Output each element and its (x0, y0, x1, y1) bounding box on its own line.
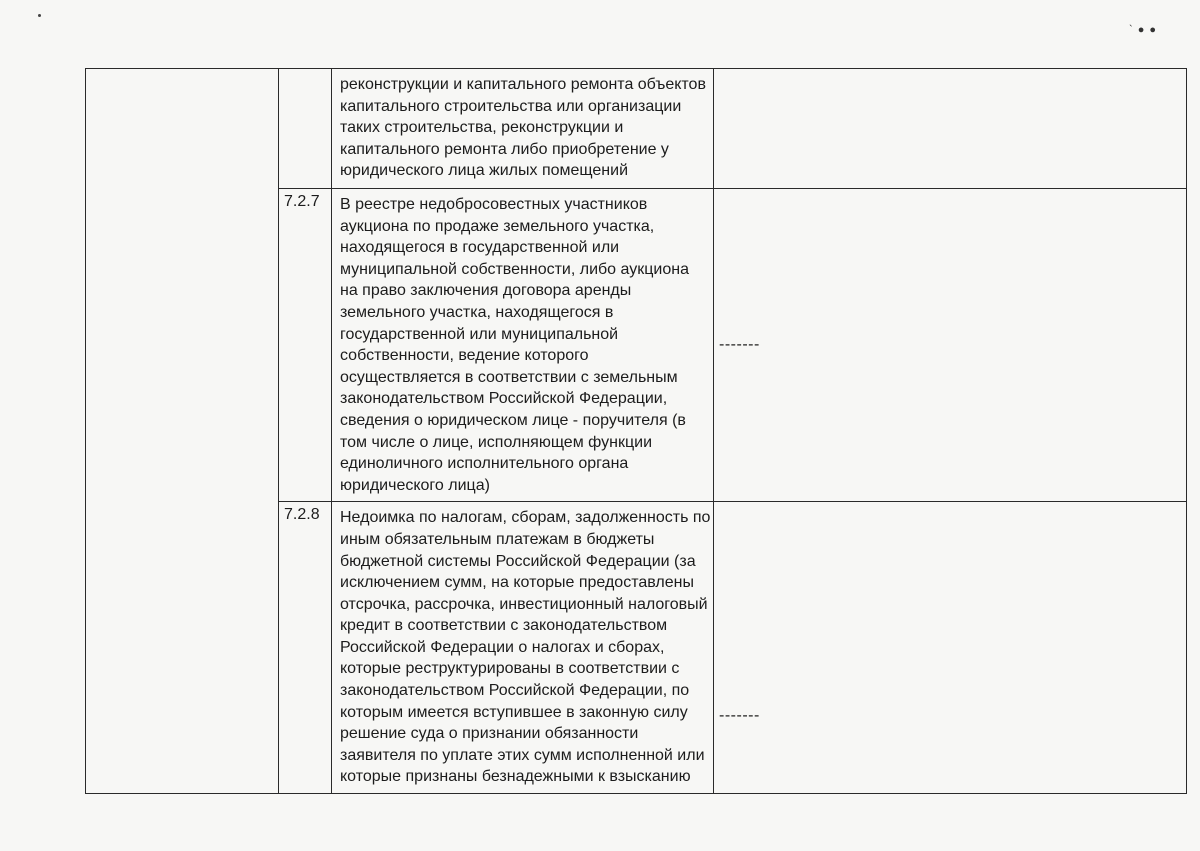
row-answer-cell: ------- (714, 502, 1187, 794)
row-answer-cell: ------- (714, 189, 1187, 502)
row-number-cell: 7.2.8 (279, 502, 332, 794)
row-answer-cell (714, 69, 1187, 189)
row-description-cell: Недоимка по налогам, сборам, задолженность по иным обязательным платежам в бюджеты бюджетной системы Российской Федерации (за исключением сумм, на которые предоставлены отсрочка, рассрочка, инвестиционный налоговый кредит в соответствии с законодательством Российской Федерации о налогах и сборах, которые реструктурированы в соответствии с законодательством Российской Федерации, по которым имеется вступившее в законную силу решение суда о признании обязанности заявителя по уплате этих сумм исполненной или которые признаны безнадежными к взысканию (332, 502, 714, 794)
row-description-cell: В реестре недобросовестных участников аукциона по продаже земельного участка, находящегося в государственной или муниципальной собственности, либо аукциона на право заключения договора аренды земельного участка, находящегося в государственной или муниципальной собственности, ведение которого осуществляется в соответствии с земельным законодательством Российской Федерации, сведения о юридическом лице - поручителя (в том числе о лице, исполняющем функции единоличного исполнительного органа юридического лица) (332, 189, 714, 502)
scan-speck (38, 14, 41, 17)
table-row (86, 69, 1187, 189)
row-number-cell: 7.2.7 (279, 189, 332, 502)
row-number-cell (279, 69, 332, 189)
section-column-cell (86, 69, 279, 794)
row-description-cell: реконструкции и капитального ремонта объектов капитального строительства или организации таких строительства, реконструкции и капитального ремонта либо приобретение у юридического лица жилых помещений (332, 69, 714, 189)
document-table (85, 68, 1187, 794)
page-corner-mark: ` ● ● (1129, 24, 1158, 36)
